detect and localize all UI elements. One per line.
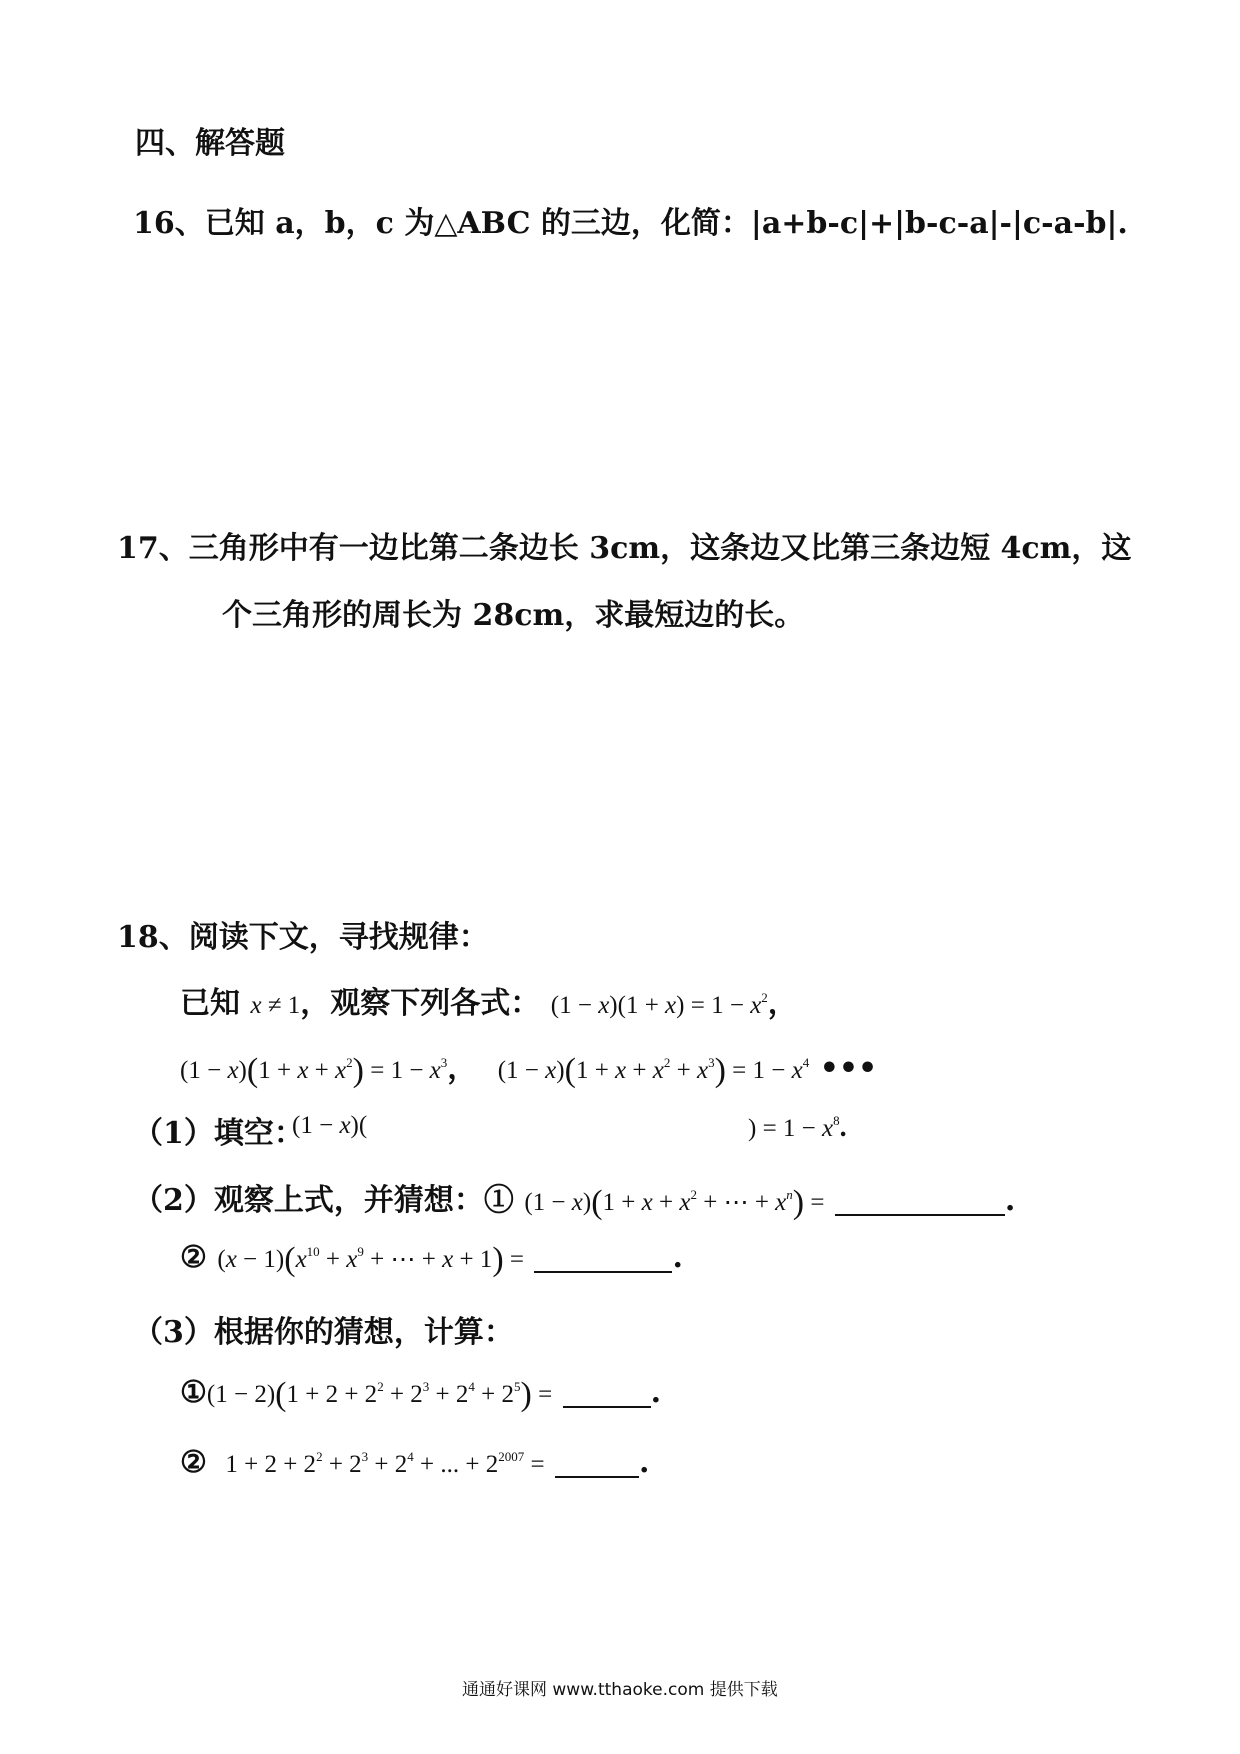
part-1 xyxy=(133,1108,304,1152)
formula-line: $(1 - x)(1 + x + x^2) = 1 - x^3$， $(1 - x)(1 + x + x^2 + x^3) = 1 - x^4$ ••• xyxy=(180,1051,878,1089)
footer-text: 通通好课网 www.tthaoke.com 提供下载 xyxy=(462,1680,778,1700)
question-18 xyxy=(117,912,489,956)
condition-formula: x ≠ 1 xyxy=(250,992,301,1019)
formula-3: $(1 - x)(1 + x + x^2 + x^3) = 1 - x^4$ xyxy=(497,1052,810,1089)
section-title: 四、解答题 xyxy=(135,126,285,161)
part-3-formula-1: $(1 - 2)(1 + 2 + 2^2 + 2^3 + 2^4 + 2^5)$ = xyxy=(206,1376,553,1413)
known-line: 已知 x ≠ 1，观察下列各式： $(1 - x)(1 + x) = 1 - x^2$， xyxy=(180,986,798,1021)
answer-blank[interactable] xyxy=(835,1190,1005,1216)
question-17-line2: 个三角形的周长为 28cm，求最短边的长。 xyxy=(222,598,805,633)
question-17 xyxy=(117,523,1131,567)
circle-1: ① xyxy=(180,1375,207,1410)
question-text: 已知 a，b，c 为△ABC 的三边，化简：|a+b-c|+|b-c-a|-|c-a-b|. xyxy=(204,206,1128,241)
circle-1: ① xyxy=(483,1183,514,1218)
question-16 xyxy=(133,198,1128,242)
answer-blank[interactable] xyxy=(563,1382,651,1408)
answer-blank[interactable] xyxy=(534,1247,672,1273)
question-intro: 阅读下文，寻找规律： xyxy=(188,920,489,955)
circle-2: ② xyxy=(180,1445,207,1480)
part-3-item-2: ② $1 + 2 + 2^2 + 2^3 + 2^4$ + ... + $2^{2007}$ = . xyxy=(180,1445,650,1480)
part-2-formula-1: $(1 - x)(1 + x + x^2$ + ⋯ + $x^n$) = xyxy=(524,1184,825,1221)
part-2-formula-2: $(x - 1)(x^{10} + x^9$ + ⋯ + x + 1) = xyxy=(217,1241,524,1278)
part-3 xyxy=(133,1307,514,1351)
formula-2: $(1 - x)(1 + x + x^2) = 1 - x^3$ xyxy=(180,1052,448,1089)
part-2: （2）观察上式，并猜想：① $(1 - x)(1 + x + x^2$ + ⋯ + $x^n$) = . xyxy=(133,1183,1016,1221)
question-number: 16、 xyxy=(133,206,205,241)
question-number: 18、 xyxy=(117,920,189,955)
part-3-formula-2: $1 + 2 + 2^2 + 2^3 + 2^4$ + ... + $2^{2007}$ = xyxy=(225,1449,545,1478)
part-1-formula-right: ) = $1 - x^8$. xyxy=(748,1112,847,1143)
ellipsis: ••• xyxy=(819,1051,878,1086)
question-text-line1: 三角形中有一边比第二条边长 3cm，这条边又比第三条边短 4cm，这 xyxy=(188,531,1132,566)
circle-2: ② xyxy=(180,1240,207,1275)
formula-1: $(1 - x)(1 + x) = 1 - x^2$ xyxy=(550,990,768,1019)
answer-blank[interactable] xyxy=(555,1452,639,1478)
part-3-item-1: ①(1 − $2)(1 + 2 + 2^2 + 2^3 + 2^4 + 2^5)$ = . xyxy=(180,1375,662,1413)
part-2-item-2: ② $(x - 1)(x^{10} + x^9$ + ⋯ + x + 1) = . xyxy=(180,1240,683,1278)
part-1-formula-left: (1 − x)( xyxy=(292,1112,368,1139)
observe-label: ，观察下列各式： xyxy=(300,986,541,1021)
part-2-label: （2）观察上式，并猜想： xyxy=(133,1183,484,1218)
known-label: 已知 xyxy=(180,986,240,1021)
part-3-label: （3）根据你的猜想，计算： xyxy=(133,1315,514,1350)
question-number: 17、 xyxy=(117,531,189,566)
part-1-label: （1）填空： xyxy=(133,1116,304,1151)
